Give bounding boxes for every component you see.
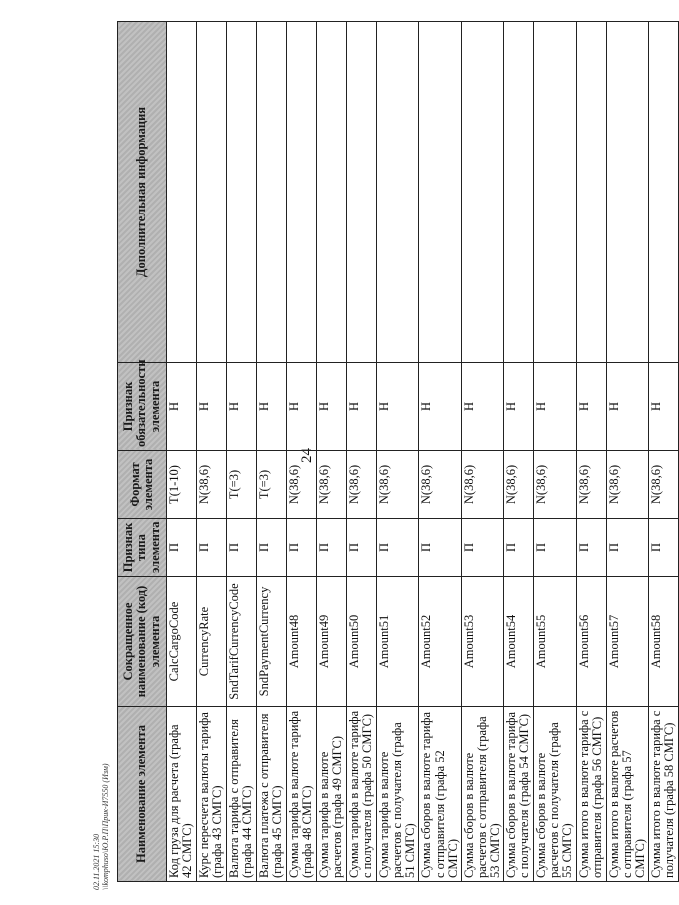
cell-format: N(38,6)	[317, 451, 347, 519]
cell-element-name: Сумма итого в валюте тарифа с отправителя (графа 56 СМГС)	[576, 707, 606, 882]
cell-format: T(=3)	[257, 451, 287, 519]
cell-type-flag: П	[419, 519, 461, 577]
cell-short-code: Amount58	[648, 577, 678, 707]
cell-format: N(38,6)	[648, 451, 678, 519]
footer-stamp	[92, 720, 116, 890]
cell-element-name: Сумма сборов в валюте расчетов с отправителя (графа 53 СМГС)	[461, 707, 503, 882]
header-format: Формат элемента	[118, 451, 167, 519]
cell-short-code: Amount51	[377, 577, 419, 707]
cell-required-flag: Н	[419, 363, 461, 451]
cell-format: N(38,6)	[287, 451, 317, 519]
cell-required-flag: Н	[257, 363, 287, 451]
cell-short-code: Amount53	[461, 577, 503, 707]
table-row	[167, 22, 197, 882]
footer-text	[92, 720, 110, 890]
cell-required-flag: Н	[576, 363, 606, 451]
cell-short-code: Amount54	[504, 577, 534, 707]
cell-type-flag: П	[576, 519, 606, 577]
cell-type-flag: П	[461, 519, 503, 577]
table-row	[576, 22, 606, 882]
elements-table	[117, 21, 679, 882]
header-required-flag: Признак обязательности элемента	[118, 363, 167, 451]
cell-additional-info	[287, 22, 317, 363]
cell-required-flag: Н	[377, 363, 419, 451]
cell-short-code: Amount50	[347, 577, 377, 707]
cell-format: N(38,6)	[419, 451, 461, 519]
cell-required-flag: Н	[347, 363, 377, 451]
cell-additional-info	[197, 22, 227, 363]
header-type-flag: Признак типа элемента	[118, 519, 167, 577]
table-header-row	[118, 22, 167, 882]
table-row	[317, 22, 347, 882]
footer-path: \\komphuso\Ю.Р.П\Прик-И7550 (Изм)	[101, 763, 111, 890]
table-row	[534, 22, 576, 882]
cell-format: N(38,6)	[504, 451, 534, 519]
cell-element-name: Сумма сборов в валюте тарифа с получателя (графа 54 СМГС)	[504, 707, 534, 882]
cell-additional-info	[377, 22, 419, 363]
cell-short-code: SndTarifCurrencyCode	[227, 577, 257, 707]
rotated-table-frame	[117, 22, 676, 882]
cell-required-flag: Н	[461, 363, 503, 451]
cell-short-code: CurrencyRate	[197, 577, 227, 707]
cell-type-flag: П	[377, 519, 419, 577]
cell-short-code: Amount52	[419, 577, 461, 707]
cell-additional-info	[227, 22, 257, 363]
cell-type-flag: П	[227, 519, 257, 577]
table-row	[606, 22, 648, 882]
cell-required-flag: Н	[648, 363, 678, 451]
cell-type-flag: П	[317, 519, 347, 577]
cell-element-name: Сумма тарифа в валюте тарифа с получателя (графа 50 СМГС)	[347, 707, 377, 882]
cell-element-name: Код груза для расчета (графа 42 СМГС)	[167, 707, 197, 882]
header-element-name: Наименование элемента	[118, 707, 167, 882]
cell-short-code: Amount48	[287, 577, 317, 707]
cell-element-name: Сумма итого в валюте тарифа с получателя (графа 58 СМГС)	[648, 707, 678, 882]
cell-required-flag: Н	[606, 363, 648, 451]
cell-additional-info	[606, 22, 648, 363]
cell-additional-info	[257, 22, 287, 363]
cell-additional-info	[648, 22, 678, 363]
cell-type-flag: П	[257, 519, 287, 577]
cell-required-flag: Н	[287, 363, 317, 451]
table-row	[419, 22, 461, 882]
cell-element-name: Сумма тарифа в валюте расчетов (графа 49 СМГС)	[317, 707, 347, 882]
cell-required-flag: Н	[534, 363, 576, 451]
cell-short-code: Amount57	[606, 577, 648, 707]
cell-short-code: Amount56	[576, 577, 606, 707]
cell-type-flag: П	[167, 519, 197, 577]
table-row	[648, 22, 678, 882]
cell-format: N(38,6)	[606, 451, 648, 519]
cell-required-flag: Н	[167, 363, 197, 451]
cell-additional-info	[419, 22, 461, 363]
cell-format: N(38,6)	[576, 451, 606, 519]
cell-element-name: Сумма сборов в валюте расчетов с получателя (графа 55 СМГС)	[534, 707, 576, 882]
cell-element-name: Курс пересчета валюты тарифа (графа 43 СМГС)	[197, 707, 227, 882]
cell-format: N(38,6)	[377, 451, 419, 519]
cell-format: N(38,6)	[534, 451, 576, 519]
cell-short-code: SndPaymentCurrency	[257, 577, 287, 707]
cell-format: T(1-10)	[167, 451, 197, 519]
cell-additional-info	[317, 22, 347, 363]
cell-additional-info	[504, 22, 534, 363]
cell-type-flag: П	[197, 519, 227, 577]
cell-type-flag: П	[287, 519, 317, 577]
cell-element-name: Сумма тарифа в валюте расчетов с получателя (графа 51 СМГС)	[377, 707, 419, 882]
cell-format: N(38,6)	[347, 451, 377, 519]
table-row	[287, 22, 317, 882]
cell-required-flag: Н	[317, 363, 347, 451]
cell-additional-info	[167, 22, 197, 363]
page-number-text: 24	[299, 448, 315, 463]
cell-format: N(38,6)	[197, 451, 227, 519]
table-row	[504, 22, 534, 882]
cell-required-flag: Н	[504, 363, 534, 451]
cell-type-flag: П	[504, 519, 534, 577]
cell-additional-info	[461, 22, 503, 363]
cell-required-flag: Н	[227, 363, 257, 451]
table-row	[227, 22, 257, 882]
cell-additional-info	[534, 22, 576, 363]
table-row	[197, 22, 227, 882]
table-body	[167, 22, 679, 882]
cell-required-flag: Н	[197, 363, 227, 451]
cell-element-name: Валюта платежа с отправителя (графа 45 СМГС)	[257, 707, 287, 882]
cell-additional-info	[347, 22, 377, 363]
header-additional-info: Дополнительная информация	[118, 22, 167, 363]
header-short-code: Сокращенное наименование (код) элемента	[118, 577, 167, 707]
cell-type-flag: П	[534, 519, 576, 577]
table-row	[257, 22, 287, 882]
cell-short-code: Amount49	[317, 577, 347, 707]
table-container	[117, 22, 676, 882]
cell-element-name: Сумма итого в валюте расчетов с отправителя (графа 57 СМГС)	[606, 707, 648, 882]
footer-date: 02.11.2021 15:30	[92, 833, 101, 890]
cell-short-code: CalcCargoCode	[167, 577, 197, 707]
table-row	[377, 22, 419, 882]
cell-short-code: Amount55	[534, 577, 576, 707]
table-row	[347, 22, 377, 882]
cell-type-flag: П	[648, 519, 678, 577]
cell-element-name: Сумма тарифа в валюте тарифа (графа 48 СМГС)	[287, 707, 317, 882]
cell-type-flag: П	[606, 519, 648, 577]
cell-element-name: Валюта тарифа с отправителя (графа 44 СМГС)	[227, 707, 257, 882]
cell-type-flag: П	[347, 519, 377, 577]
cell-format: N(38,6)	[461, 451, 503, 519]
table-row	[461, 22, 503, 882]
cell-element-name: Сумма сборов в валюте тарифа с отправителя (графа 52 СМГС)	[419, 707, 461, 882]
cell-additional-info	[576, 22, 606, 363]
cell-format: T(=3)	[227, 451, 257, 519]
